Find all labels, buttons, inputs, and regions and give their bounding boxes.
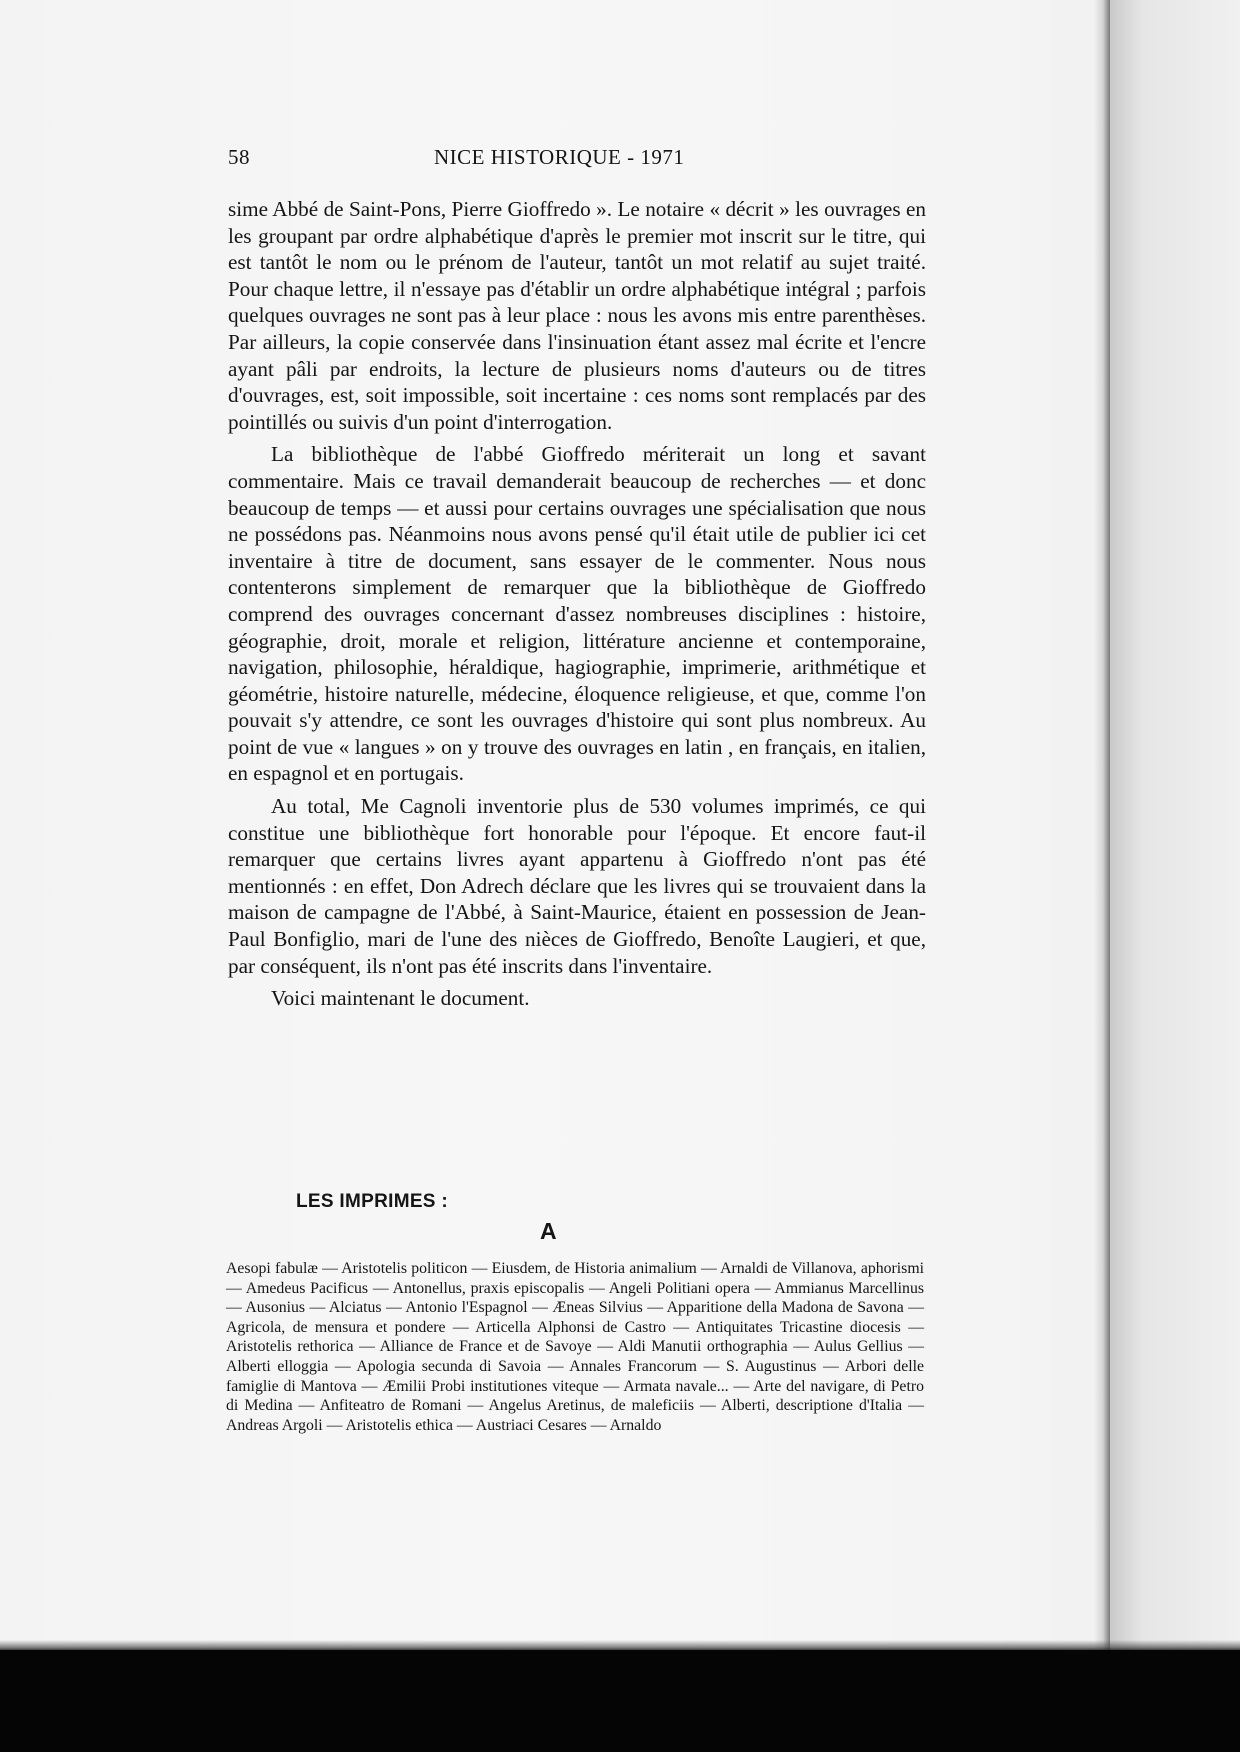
catalog-list: Aesopi fabulæ — Aristotelis politicon — Eiusdem, de Historia animalium — Arnaldi de Villanova, aphorismi — Amedeus Pacificus — Antonellus, praxis episcopalis — Angeli Politiani opera — Ammianus Marcellinus — Ausonius — Alciatus — Antonio l'Espagnol — Æneas Silvius — Apparitione della Madona de Savona — Agricola, de mensura et pondere — Articella Alphonsi de Castro — Antiquitates Tricastine diocesis — Aristotelis rethorica — Alliance de France et de Savoye — Aldi Manutii orthographia — Aulus Gellius — Alberti elloggia — Apologia secunda di Savoia — Annales Francorum — S. Augustinus — Arbori delle famiglie di Mantova — Æmilii Probi institutiones viteque — Armata navale... — Arte del navigare, di Petro di Medina — Anfiteatro de Romani — Angelus Aretinus, de maleficiis — Alberti, descriptione d'Italia — Andreas Argoli — Aristotelis ethica — Austriaci Cesares — Arnaldo [226,1260,924,1434]
paragraph-total: Au total, Me Cagnoli inventorie plus de 530 volumes imprimés, ce qui constitue une bibliothèque fort honorable pour l'époque. Et encore faut-il remarquer que certains livres ayant appartenu à Gioffredo n'ont pas été mentionnés : en effet, Don Adrech déclare que les livres qui se trouvaient dans la maison de campagne de l'Abbé, à Saint-Maurice, étaient en possession de Jean-Paul Bonfiglio, mari de l'une des nièces de Gioffredo, Benoîte Laugieri, et que, par conséquent, ils n'ont pas été inscrits dans l'inventaire. [228,794,926,978]
paragraph-commentary: La bibliothèque de l'abbé Gioffredo mériterait un long et savant commentaire. Mais ce travail demanderait beaucoup de recherches — et donc beaucoup de temps — et aussi pour certains ouvrages une spécialisation que nous ne possédons pas. Néanmoins nous avons pensé qu'il était utile de publier ici cet inventaire à titre de document, sans essayer de le commenter. Nous nous contenterons simplement de remarquer que la bibliothèque de Gioffredo comprend des ouvrages concernant d'assez nombreuses disciplines : histoire, géographie, droit, morale et religion, littérature ancienne et contemporaine, navigation, philosophie, héraldique, hagiographie, imprimerie, arithmétique et géométrie, histoire naturelle, médecine, éloquence religieuse, et que, comme l'on pouvait s'y attendre, ce sont les ouvrages d'histoire qui sont plus nombreux. Au point de vue « langues » on y trouve des ouvrages en latin , en français, en italien, en espagnol et en portugais. [228,442,926,786]
scan-bottom-band [0,1650,1240,1752]
alphabet-letter-heading: A [540,1218,557,1244]
paragraph-continuation: sime Abbé de Saint-Pons, Pierre Gioffredo ». Le notaire « décrit » les ouvrages en les groupant par ordre alphabétique d'après le premier mot inscrit sur le titre, qui est tantôt le nom ou le prénom de l'auteur, tantôt un mot relatif au sujet traité. Pour chaque lettre, il n'essaye pas d'établir un ordre alphabétique intégral ; parfois quelques ouvrages ne sont pas à leur place : nous les avons mis entre parenthèses. Par ailleurs, la copie conservée dans l'insinuation étant assez mal écrite et l'encre ayant pâli par endroits, la lecture de plusieurs noms d'auteurs ou de titres d'ouvrages, est, soit impossible, soit incertaine : ces noms sont remplacés par des pointillés ou suivis d'un point d'interrogation. [228,197,926,434]
page-number: 58 [228,145,250,169]
adjacent-page-strip [1110,0,1240,1650]
article-body [228,196,926,1018]
journal-title: NICE HISTORIQUE - 1971 [434,145,685,169]
section-heading: LES IMPRIMES : [296,1191,448,1212]
page-edge-shadow [1094,0,1110,1650]
paragraph-document-intro: Voici maintenant le document. [271,986,530,1011]
running-header [228,145,748,175]
